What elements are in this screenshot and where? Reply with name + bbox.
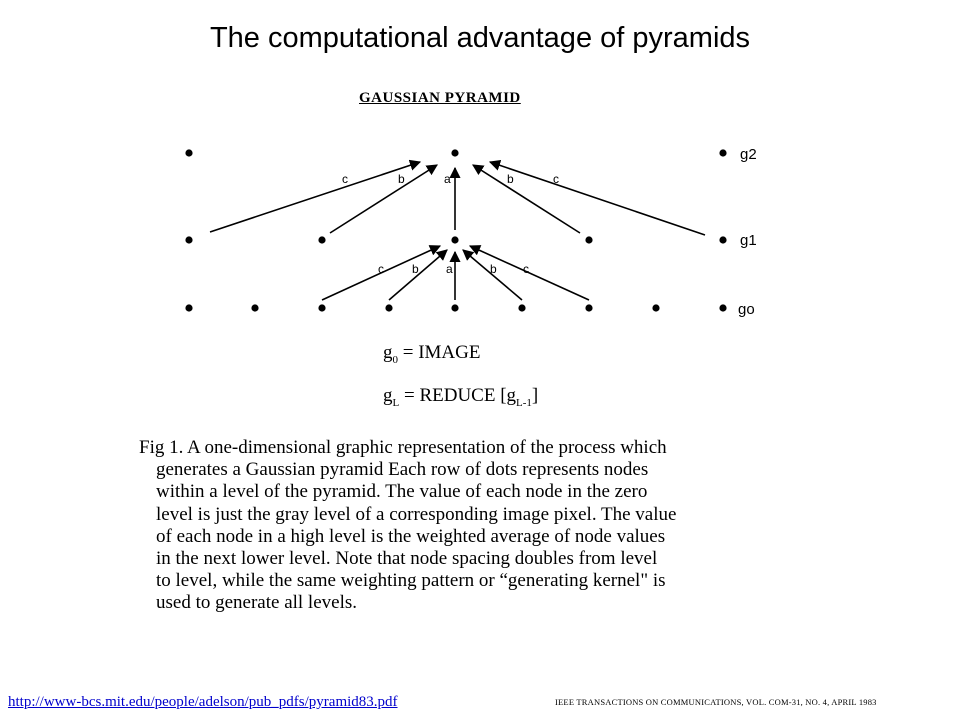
level-0-node bbox=[652, 304, 659, 311]
level-0-node bbox=[318, 304, 325, 311]
level-label: g1 bbox=[740, 232, 757, 249]
level-1-node bbox=[719, 236, 726, 243]
level-2-node bbox=[719, 149, 726, 156]
weight-label: c bbox=[523, 262, 529, 276]
level-0-node bbox=[251, 304, 258, 311]
level-2-node bbox=[185, 149, 192, 156]
level-0-node bbox=[585, 304, 592, 311]
weight-label: b bbox=[490, 262, 497, 276]
level-1-node bbox=[451, 236, 458, 243]
level-1-node bbox=[185, 236, 192, 243]
equation-end: ] bbox=[531, 385, 539, 406]
level-0-node bbox=[719, 304, 726, 311]
level-label: go bbox=[738, 301, 755, 318]
caption-line: within a level of the pyramid. The value of each node in the zero bbox=[156, 481, 648, 503]
equation-rhs: = IMAGE bbox=[398, 342, 481, 363]
slide-title: The computational advantage of pyramids bbox=[209, 22, 751, 54]
equation-sub: 0 bbox=[392, 353, 398, 366]
caption-line: generates a Gaussian pyramid Each row of dots represents nodes bbox=[156, 459, 649, 481]
equation-reduce bbox=[383, 385, 538, 409]
weight-arrow bbox=[470, 246, 589, 300]
weight-label: c bbox=[378, 262, 384, 276]
level-0-node bbox=[451, 304, 458, 311]
caption-line: Fig 1. A one-dimensional graphic representation of the process which bbox=[139, 437, 667, 458]
caption-line: used to generate all levels. bbox=[156, 592, 358, 614]
weight-label: c bbox=[342, 172, 348, 186]
weight-label: b bbox=[398, 172, 405, 186]
equation-rhs: = REDUCE [g bbox=[399, 385, 517, 406]
equation-tail-sub: L-1 bbox=[516, 396, 532, 409]
weight-label: a bbox=[444, 172, 451, 186]
equation-sub: L bbox=[392, 396, 400, 409]
caption-line: in the next lower level. Note that node spacing doubles from level bbox=[156, 548, 658, 570]
weight-label: b bbox=[507, 172, 514, 186]
level-0-node bbox=[385, 304, 392, 311]
caption-line: to level, while the same weighting pattern or “generating kernel" is bbox=[156, 570, 666, 592]
equation-lhs: g bbox=[383, 342, 393, 363]
level-2-node bbox=[451, 149, 458, 156]
caption-line: of each node in a high level is the weighted average of node values bbox=[156, 525, 666, 547]
figure-caption bbox=[139, 437, 811, 615]
level-0-node bbox=[518, 304, 525, 311]
level-1-node bbox=[318, 236, 325, 243]
caption-line: level is just the gray level of a corresponding image pixel. The value bbox=[156, 503, 677, 525]
weight-label: a bbox=[446, 262, 453, 276]
weight-arrow bbox=[210, 162, 420, 232]
figure-heading: GAUSSIAN PYRAMID bbox=[359, 90, 521, 106]
equation-lhs: g bbox=[383, 385, 393, 406]
weight-label: c bbox=[553, 172, 559, 186]
level-1-node bbox=[585, 236, 592, 243]
weight-arrow bbox=[490, 162, 705, 235]
journal-reference: IEEE TRANSACTIONS ON COMMUNICATIONS, VOL. COM-31, NO. 4, APRIL 1983 bbox=[555, 697, 877, 707]
source-pdf-link[interactable]: http://www-bcs.mit.edu/people/adelson/pub_pdfs/pyramid83.pdf bbox=[8, 694, 398, 710]
weight-label: b bbox=[412, 262, 419, 276]
level-0-node bbox=[185, 304, 192, 311]
level-label: g2 bbox=[740, 146, 757, 163]
equation-image bbox=[383, 342, 481, 366]
